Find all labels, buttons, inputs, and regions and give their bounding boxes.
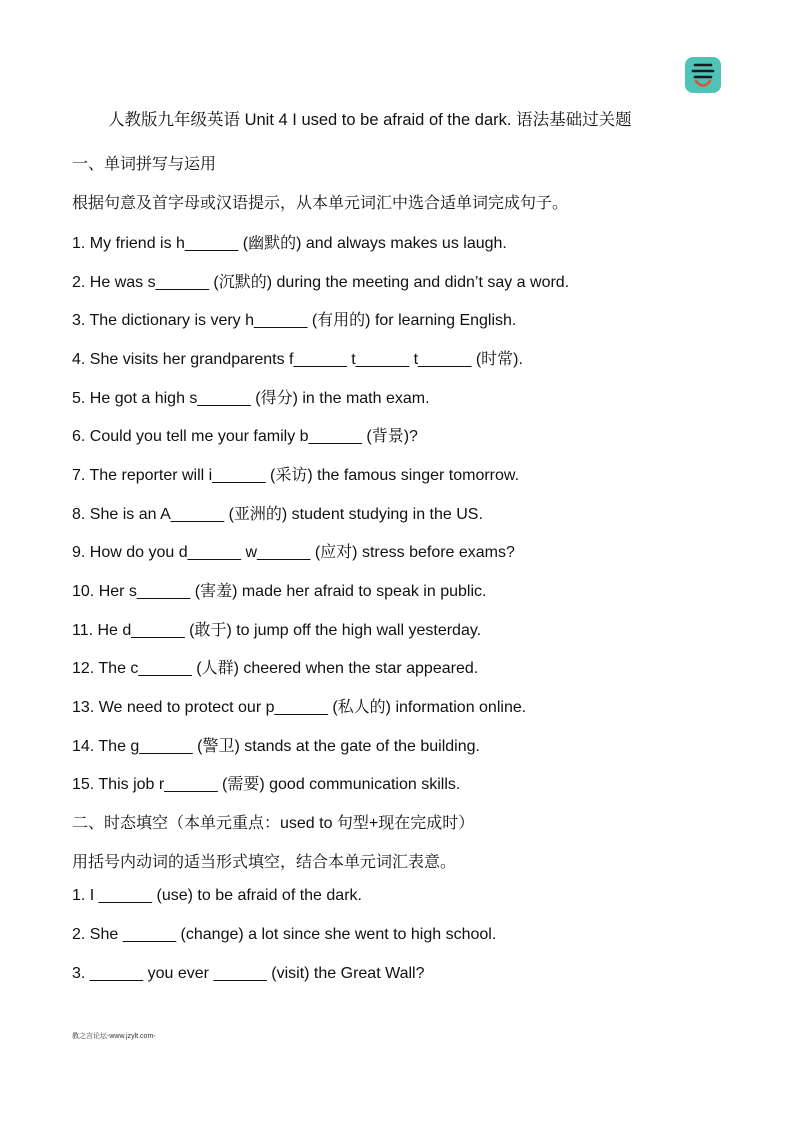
question-1-15: 15. This job r______ (需要) good communication skills.	[72, 776, 461, 793]
question-1-10: 10. Her s______ (害羞) made her afraid to speak in public.	[72, 583, 487, 600]
site-logo-icon	[685, 57, 721, 93]
question-2-2: 2. She ______ (change) a lot since she went to high school.	[72, 926, 497, 943]
page-title: 人教版九年级英语 Unit 4 I used to be afraid of the dark. 语法基础过关题	[108, 111, 632, 129]
question-1-12: 12. The c______ (人群) cheered when the star appeared.	[72, 660, 479, 677]
question-1-9: 9. How do you d______ w______ (应对) stress before exams?	[72, 544, 515, 561]
question-2-1: 1. I ______ (use) to be afraid of the dark.	[72, 887, 362, 904]
question-1-14: 14. The g______ (警卫) stands at the gate of the building.	[72, 738, 480, 755]
section-1-instruction: 根据句意及首字母或汉语提示，从本单元词汇中选合适单词完成句子。	[72, 195, 569, 212]
question-1-5: 5. He got a high s______ (得分) in the math exam.	[72, 390, 430, 407]
question-1-3: 3. The dictionary is very h______ (有用的) for learning English.	[72, 312, 517, 329]
section-2-instruction: 用括号内动词的适当形式填空，结合本单元词汇表意。	[72, 854, 457, 871]
section-1-heading: 一、单词拼写与运用	[72, 156, 217, 173]
question-2-3: 3. ______ you ever ______ (visit) the Great Wall?	[72, 965, 425, 982]
question-1-6: 6. Could you tell me your family b______ (背景)?	[72, 428, 418, 445]
question-1-4: 4. She visits her grandparents f______ t______ t______ (时常).	[72, 351, 523, 368]
footer-source: 教之言论坛-www.jzylt.com-	[72, 1033, 156, 1040]
question-1-11: 11. He d______ (敢于) to jump off the high wall yesterday.	[72, 622, 482, 639]
question-1-1: 1. My friend is h______ (幽默的) and always makes us laugh.	[72, 235, 507, 252]
question-1-13: 13. We need to protect our p______ (私人的) information online.	[72, 699, 527, 716]
question-1-2: 2. He was s______ (沉默的) during the meeting and didn’t say a word.	[72, 274, 570, 291]
section-2-heading: 二、时态填空（本单元重点：used to 句型+现在完成时）	[72, 815, 475, 832]
question-1-8: 8. She is an A______ (亚洲的) student studying in the US.	[72, 506, 483, 523]
question-1-7: 7. The reporter will i______ (采访) the famous singer tomorrow.	[72, 467, 520, 484]
